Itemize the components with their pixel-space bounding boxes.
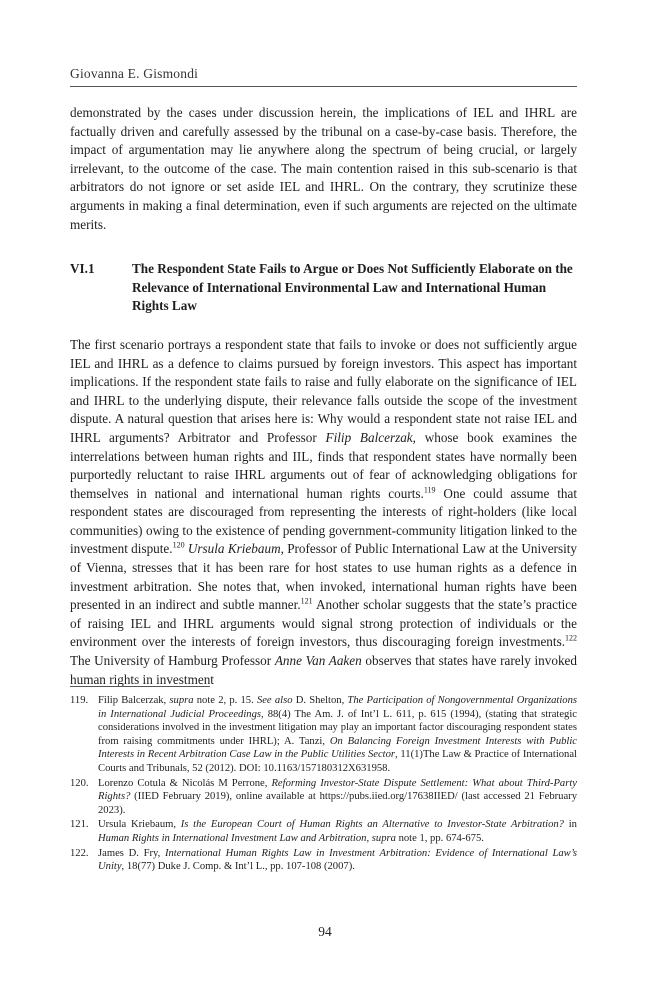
text-segment: observes that states have rarely invoked human rights in investment <box>70 653 578 687</box>
author-name: Ursula Kriebaum <box>187 541 281 557</box>
footnote-number: 120. <box>70 777 89 789</box>
footnote-122 <box>70 847 577 874</box>
author-name: Filip Balcerzak <box>325 429 413 445</box>
section-number: VI.1 <box>70 261 95 277</box>
text-segment: Another scholar suggests that the state’s practice of raising IEL and IHRL arguments would signal strong protection of individuals or the environment over the interests of foreign investors, thus discouraging foreign investments. <box>70 597 577 650</box>
page-number: 94 <box>318 924 332 939</box>
footnote-ref[interactable]: 120 <box>172 541 185 551</box>
footnote-number: 122. <box>70 847 89 859</box>
text-segment: The University of Hamburg Professor <box>70 653 275 669</box>
footnote-121 <box>70 818 577 845</box>
footnote-text: Ursula Kriebaum, Is the European Court of Human Rights an Alternative to Investor-State Arbitration? in Human Rights in International Investment Law and Arbitration, supra note 1, pp. 674-675. <box>98 819 577 844</box>
footnote-rule <box>70 686 210 687</box>
footnote-text: Lorenzo Cotula & Nicolás M Perrone, Reforming Investor-State Dispute Settlement: What about Third-Party Rights? (IIED February 2019), online available at https://pubs.iied.org/17638IIED/ (last accessed 21 February 2023). <box>98 777 577 816</box>
body-text <box>70 104 577 689</box>
section-heading <box>70 260 577 316</box>
footnote-number: 121. <box>70 819 89 831</box>
footnote-119 <box>70 694 577 776</box>
footnote-number: 119. <box>70 695 89 706</box>
text-segment: , whose book examines the interrelations between human rights and IIL, finds that respondent states have normally been purportedly reluctant to raise IHRL arguments out of fear of acknowledging obligations for themselves in national and international human rights courts. <box>70 429 577 501</box>
text-segment: The first scenario portrays a respondent state that fails to invoke or does not sufficiently argue IEL and IHRL as a defence to claims pursued by foreign investors. This aspect has important implications. If the respondent state fails to raise and fully elaborate on the significance of IEL and IHRL to the underlying dispute, their relevance falls outside the scope of the investment dispute. A natural question that arises here is: Why would a respondent state not raise IEL and IHRL arguments? Arbitrator and Professor <box>70 336 577 445</box>
footnote-ref[interactable]: 122 <box>565 634 577 644</box>
author-name: Anne Van Aaken <box>274 653 362 669</box>
footnote-text: Filip Balcerzak, supra note 2, p. 15. See also D. Shelton, The Participation of Nongovernmental Organizations in International Judicial Proceedings, 88(4) The Am. J. of Int’l L. 611, p. 615 (1994), (stating that strategic considerations involved in the investment litigation may play an important factor discouraging respondent states from raising commitments under IHRL); A. Tanzi, On Balancing Foreign Investment Interests with Public Interests in Recent Arbitration Case Law in the Public Utilities Sector, 11(1)The Law & Practice of International Courts and Tribunals, 52 (2012). DOI: 10.1163/157180312X631958. <box>98 695 578 774</box>
footnote-ref[interactable]: 119 <box>423 485 436 495</box>
footnote-text: James D. Fry, International Human Rights Law in Investment Arbitration: Evidence of International Law’s Unity, 18(77) Duke J. Comp. & Int’l L., pp. 107-108 (2007). <box>98 847 578 873</box>
text-segment: One could assume that respondent states are discouraged from representing the interests of right-holders (like local communities) owing to the existence of pending government-community litigation linked to the investment dispute. <box>70 485 577 557</box>
main-paragraph <box>70 336 577 689</box>
footnote-120 <box>70 777 577 818</box>
section-title: The Respondent State Fails to Argue or Does Not Sufficiently Elaborate on the Relevance of International Environmental Law and International Human Rights Law <box>132 261 573 314</box>
intro-paragraph: demonstrated by the cases under discussion herein, the implications of IEL and IHRL are factually driven and carefully assessed by the tribunal on a case-by-case basis. Therefore, the impact of argumentation may lie anywhere along the spectrum of being crucial, or largely irrelevant, to the outcome of the case. The main contention raised in this sub-scenario is that arbitrators do not ignore or set aside IEL and IHRL. On the contrary, they scrutinize these arguments in making a final determination, even if such arguments are rejected on the ultimate merits. <box>70 105 577 232</box>
running-head: Giovanna E. Gismondi <box>70 66 199 81</box>
footnote-ref[interactable]: 121 <box>300 596 313 606</box>
footnotes <box>70 694 577 875</box>
header-rule <box>70 86 577 87</box>
text-segment: , Professor of Public International Law at the University of Vienna, stresses that it has been rare for host states to use human rights as a defence in investment arbitration. She notes that, when invoked, international human rights have been presented in an indirect and subtle manner. <box>70 541 577 613</box>
